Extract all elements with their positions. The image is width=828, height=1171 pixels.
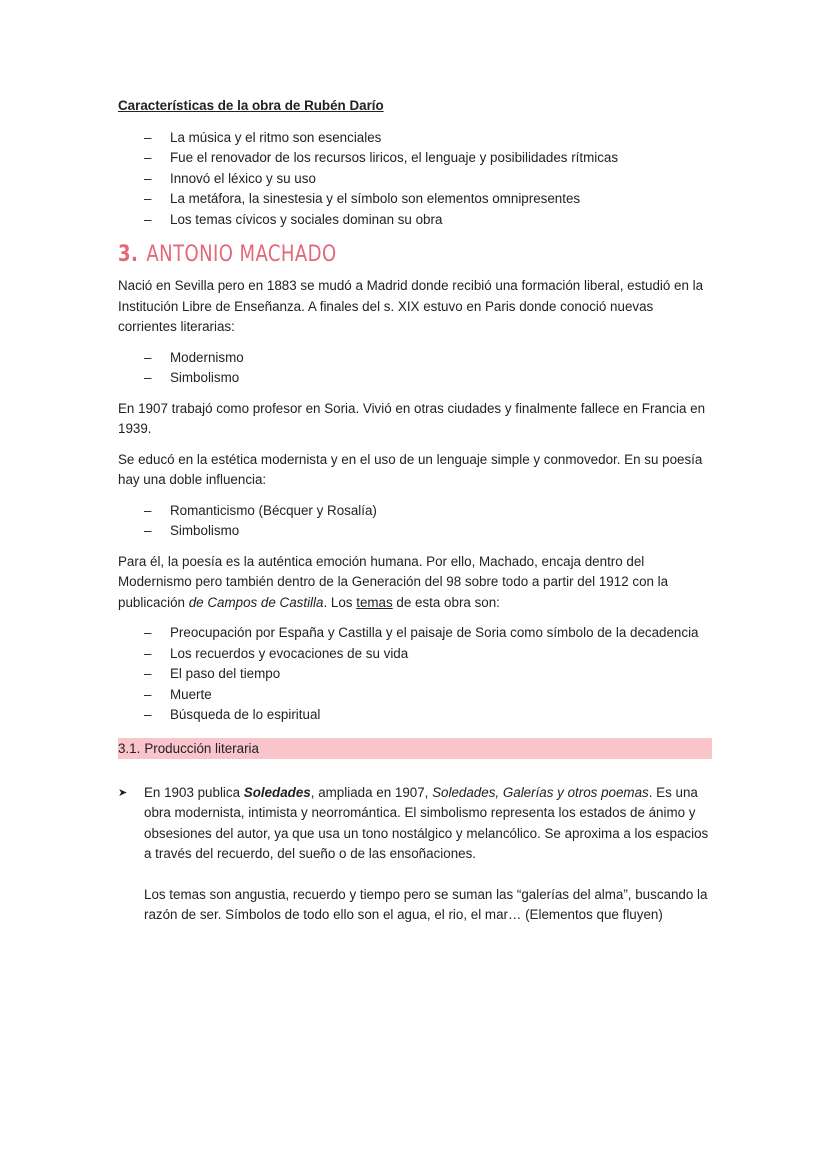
dash-icon: – (144, 191, 152, 206)
work-title-galerias: Soledades, Galerías y otros poemas (432, 784, 649, 800)
arrow-bullet-icon: ➤ (118, 786, 128, 799)
list-item: – Fue el renovador de los recursos liricos, el lenguaje y posibilidades rítmicas (118, 148, 712, 169)
currents-list (118, 348, 712, 389)
subsection-title: Producción literaria (144, 740, 259, 756)
dash-icon: – (144, 349, 152, 365)
dash-icon: – (144, 666, 152, 681)
subsection-number: 3.1. (118, 740, 141, 756)
list-item: – Simbolismo (118, 368, 712, 389)
paragraph-soledades: En 1903 publica Soledades, ampliada en 1907, Soledades, Galerías y otros poemas. Es una obra modernista, intimista y neorromántica. El simbolismo representa los estados de ánimo y obsesiones del autor, ya que usa un tono nostálgico y melancólico. Se aproxima a los espacios a través del recuerdo, del sueño o de las ensoñaciones. (144, 784, 709, 861)
page-content (118, 96, 712, 946)
dario-characteristics-list (118, 128, 712, 231)
section-heading-antonio-machado (118, 240, 605, 270)
dash-icon: – (144, 502, 152, 518)
list-item: – El paso del tiempo (118, 664, 712, 685)
dash-icon: – (144, 170, 152, 186)
dario-characteristics-title: Características de la obra de Rubén Darío (118, 98, 384, 113)
section-number: 3. (118, 242, 139, 267)
underlined-temas: temas (356, 594, 393, 610)
subsection-heading-produccion (118, 738, 712, 759)
paragraph-themes: Los temas son angustia, recuerdo y tiempo pero se suman las “galerías del alma”, buscando la razón de ser. Símbolos de todo ello son el agua, el rio, el mar… (Elementos que fluyen) (144, 886, 708, 922)
dash-icon: – (144, 645, 152, 661)
dash-icon: – (144, 150, 152, 165)
themes-list (118, 623, 712, 726)
list-item: – La metáfora, la sinestesia y el símbolo son elementos omnipresentes (118, 189, 712, 210)
dash-icon: – (144, 129, 152, 145)
list-item: – Los recuerdos y evocaciones de su vida (118, 644, 712, 665)
list-item: – Muerte (118, 685, 712, 706)
list-item: – Búsqueda de lo espiritual (118, 705, 712, 726)
list-item: – Modernismo (118, 348, 712, 369)
dash-icon: – (144, 625, 152, 640)
work-title-soledades: Soledades (243, 784, 311, 800)
dash-icon: – (144, 523, 152, 538)
dash-icon: – (144, 686, 152, 702)
paragraph-poetry: Para él, la poesía es la auténtica emoción humana. Por ello, Machado, encaja dentro del Modernismo pero también dentro de la Generación del 98 sobre todo a partir del 1912 con la publicación de Campos de Castilla. Los temas de esta obra son: (118, 553, 669, 610)
paragraph-birth: Nació en Sevilla pero en 1883 se mudó a Madrid donde recibió una formación liberal, estudió en la Institución Libre de Enseñanza. A finales del s. XIX estuvo en Paris donde conoció nuevas corrientes literarias: (118, 278, 704, 334)
influences-list (118, 501, 712, 542)
dash-icon: – (144, 211, 152, 227)
list-item: – La música y el ritmo son esenciales (118, 128, 712, 149)
soledades-bullet (118, 783, 712, 926)
list-item: – Preocupación por España y Castilla y el paisaje de Soria como símbolo de la decadencia (118, 623, 712, 644)
paragraph-soria: En 1907 trabajó como profesor en Soria. Vivió en otras ciudades y finalmente fallece en Francia en 1939. (118, 400, 706, 436)
list-item: – Innovó el léxico y su uso (118, 169, 712, 190)
list-item: – Los temas cívicos y sociales dominan su obra (118, 210, 712, 231)
list-item: – Romanticismo (Bécquer y Rosalía) (118, 501, 712, 522)
section-title: ANTONIO MACHADO (146, 242, 337, 267)
paragraph-education: Se educó en la estética modernista y en el uso de un lenguaje simple y conmovedor. En su poesía hay una doble influencia: (118, 451, 703, 487)
work-title-campos: de Campos de Castilla (188, 594, 324, 610)
dash-icon: – (144, 370, 152, 385)
list-item: – Simbolismo (118, 521, 712, 542)
dash-icon: – (144, 707, 152, 722)
